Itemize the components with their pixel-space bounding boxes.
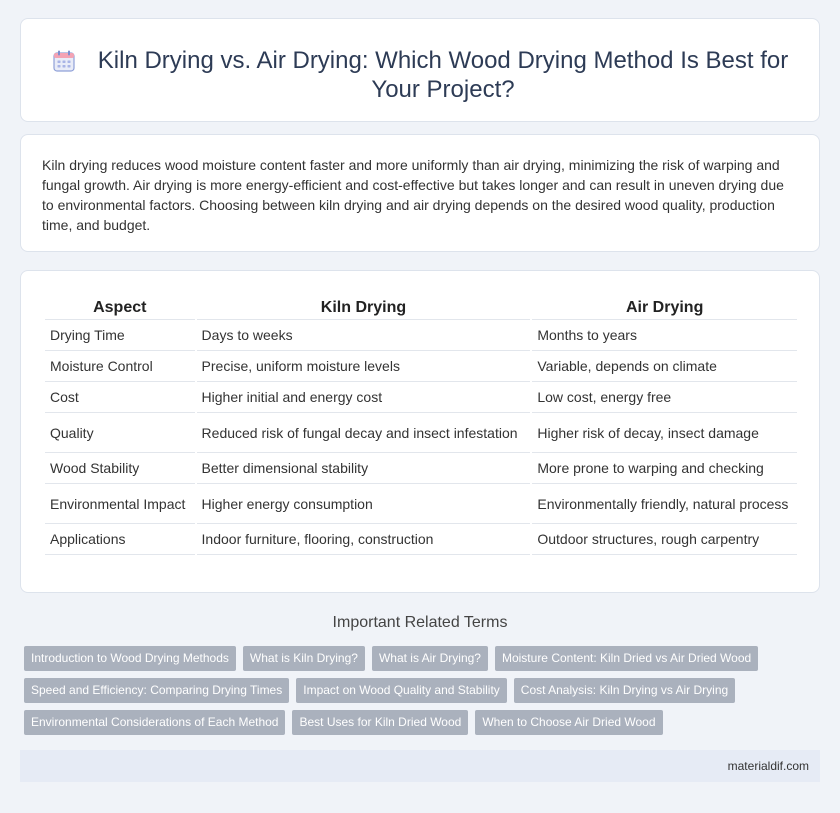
table-cell: Applications [45,524,195,555]
comparison-card [20,270,820,593]
tag-link[interactable]: Speed and Efficiency: Comparing Drying Times [24,678,289,703]
comparison-table [43,298,799,555]
table-cell: Low cost, energy free [532,382,797,413]
table-cell: Environmentally friendly, natural process [532,484,797,524]
table-cell: Higher risk of decay, insect damage [532,413,797,453]
tag-link[interactable]: Environmental Considerations of Each Method [24,710,285,735]
footer-site-link[interactable]: materialdif.com [727,759,809,773]
table-row [45,320,797,351]
tag-link[interactable]: What is Air Drying? [372,646,488,671]
table-cell: Indoor furniture, flooring, construction [197,524,531,555]
tag-link[interactable]: Introduction to Wood Drying Methods [24,646,236,671]
tag-link[interactable]: Moisture Content: Kiln Dried vs Air Dried Wood [495,646,758,671]
tag-link[interactable]: Impact on Wood Quality and Stability [296,678,507,703]
table-cell: Precise, uniform moisture levels [197,351,531,382]
table-cell: Reduced risk of fungal decay and insect infestation [197,413,531,453]
table-cell: Days to weeks [197,320,531,351]
title-card [20,18,820,122]
column-header-kiln: Kiln Drying [197,298,531,320]
intro-card [20,134,820,252]
table-row [45,484,797,524]
page-title: Kiln Drying vs. Air Drying: Which Wood Drying Method Is Best for Your Project? [97,47,789,103]
table-cell: Higher initial and energy cost [197,382,531,413]
table-cell: More prone to warping and checking [532,453,797,484]
table-cell: Better dimensional stability [197,453,531,484]
table-row [45,351,797,382]
footer [20,750,820,782]
tag-link[interactable]: What is Kiln Drying? [243,646,365,671]
table-row [45,413,797,453]
table-cell: Cost [45,382,195,413]
table-cell: Drying Time [45,320,195,351]
tag-link[interactable]: Cost Analysis: Kiln Drying vs Air Drying [514,678,735,703]
table-cell: Outdoor structures, rough carpentry [532,524,797,555]
related-terms-title: Important Related Terms [332,614,508,631]
table-row [45,524,797,555]
table-cell: Variable, depends on climate [532,351,797,382]
table-row [45,382,797,413]
table-header-row [45,298,797,320]
related-tags [24,646,824,742]
column-header-aspect: Aspect [45,298,195,320]
column-header-air: Air Drying [532,298,797,320]
table-cell: Moisture Control [45,351,195,382]
table-cell: Quality [45,413,195,453]
table-cell: Environmental Impact [45,484,195,524]
table-row [45,453,797,484]
table-cell: Months to years [532,320,797,351]
tag-link[interactable]: Best Uses for Kiln Dried Wood [292,710,468,735]
intro-paragraph: Kiln drying reduces wood moisture content faster and more uniformly than air drying, minimizing the risk of warping and fungal growth. Air drying is more energy-efficient and cost-effective but takes longer and can result in uneven drying due to environmental factors. Choosing between kiln drying and air drying depends on the desired wood quality, production time, and budget. [42,157,784,233]
table-cell: Higher energy consumption [197,484,531,524]
tag-link[interactable]: When to Choose Air Dried Wood [475,710,662,735]
calendar-icon [51,48,77,74]
table-cell: Wood Stability [45,453,195,484]
